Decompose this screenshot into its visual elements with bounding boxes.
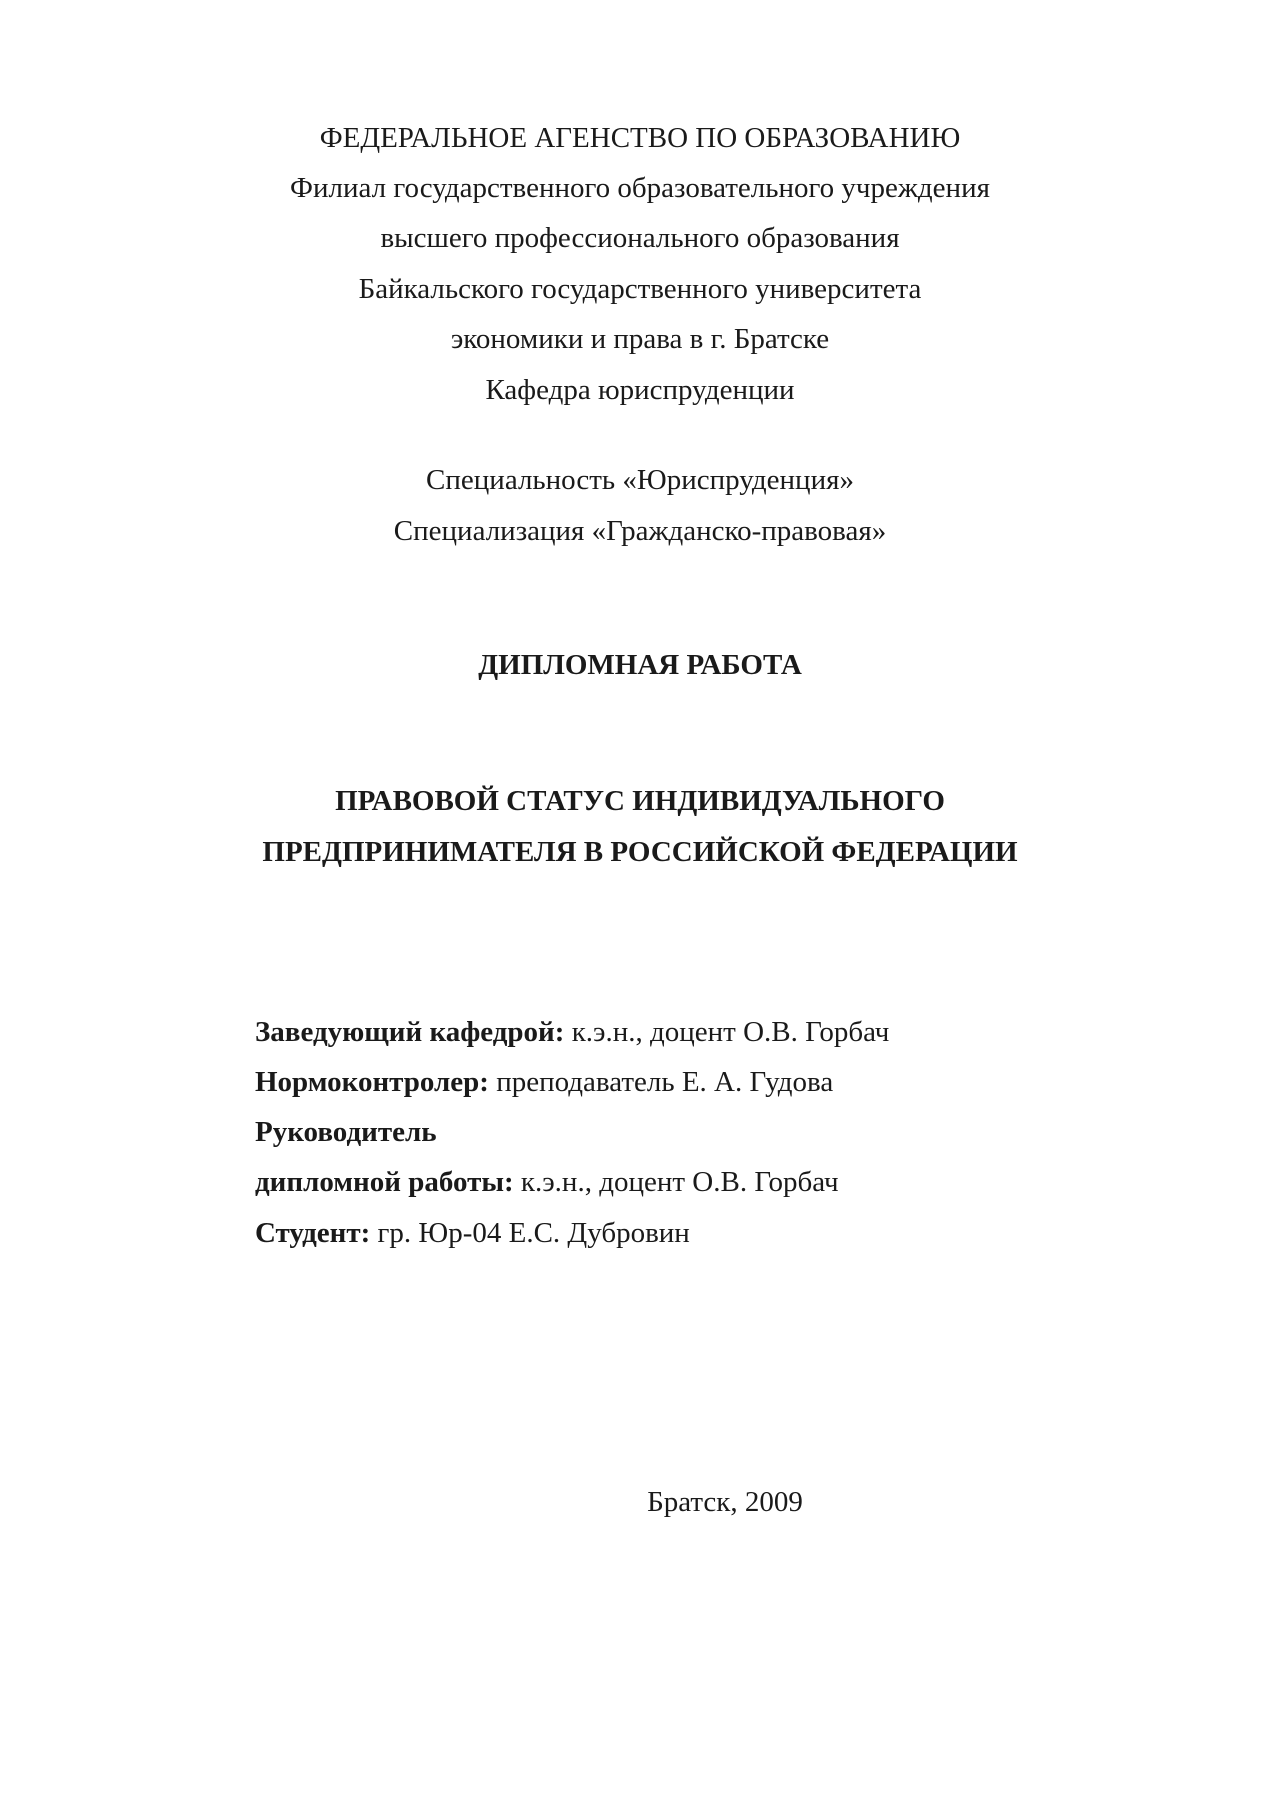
header-university: Байкальского государственного университета	[358, 273, 922, 305]
signatory-supervisor-label2: дипломной работы:	[255, 1166, 514, 1198]
speciality-line: Специальность «Юриспруденция»	[426, 464, 854, 496]
signatory-supervisor-value: к.э.н., доцент О.В. Горбач	[513, 1166, 839, 1198]
specialization-line: Специализация «Гражданско-правовая»	[393, 515, 887, 547]
signatory-supervisor-label1: Руководитель	[255, 1116, 437, 1148]
signatory-student-value: гр. Юр-04 Е.С. Дубровин	[370, 1217, 690, 1249]
header-branch: Филиал государственного образовательного учреждения	[290, 172, 990, 204]
header-department: Кафедра юриспруденции	[485, 374, 795, 406]
signatory-head-value: к.э.н., доцент О.В. Горбач	[564, 1016, 890, 1048]
thesis-title-line1: ПРАВОВОЙ СТАТУС ИНДИВИДУАЛЬНОГО	[335, 785, 945, 817]
header-agency: ФЕДЕРАЛЬНОЕ АГЕНСТВО ПО ОБРАЗОВАНИЮ	[319, 122, 961, 154]
thesis-title-line2: ПРЕДПРИНИМАТЕЛЯ В РОССИЙСКОЙ ФЕДЕРАЦИИ	[262, 836, 1018, 868]
signatory-student-label: Студент:	[255, 1217, 371, 1249]
signatory-student	[255, 1215, 690, 1251]
signatory-normcontrol-label: Нормоконтролер:	[255, 1066, 489, 1098]
signatory-supervisor-line1	[255, 1114, 437, 1150]
signatory-head-label: Заведующий кафедрой:	[255, 1016, 565, 1048]
signatory-supervisor-line2	[255, 1164, 839, 1200]
place-year: Братск, 2009	[647, 1486, 803, 1518]
header-education-level: высшего профессионального образования	[380, 222, 900, 254]
work-type: ДИПЛОМНАЯ РАБОТА	[478, 649, 802, 681]
signatory-head	[255, 1014, 889, 1050]
header-city: экономики и права в г. Братске	[450, 323, 830, 355]
signatory-normcontrol-value: преподаватель Е. А. Гудова	[488, 1066, 834, 1098]
signatory-normcontrol	[255, 1064, 833, 1100]
